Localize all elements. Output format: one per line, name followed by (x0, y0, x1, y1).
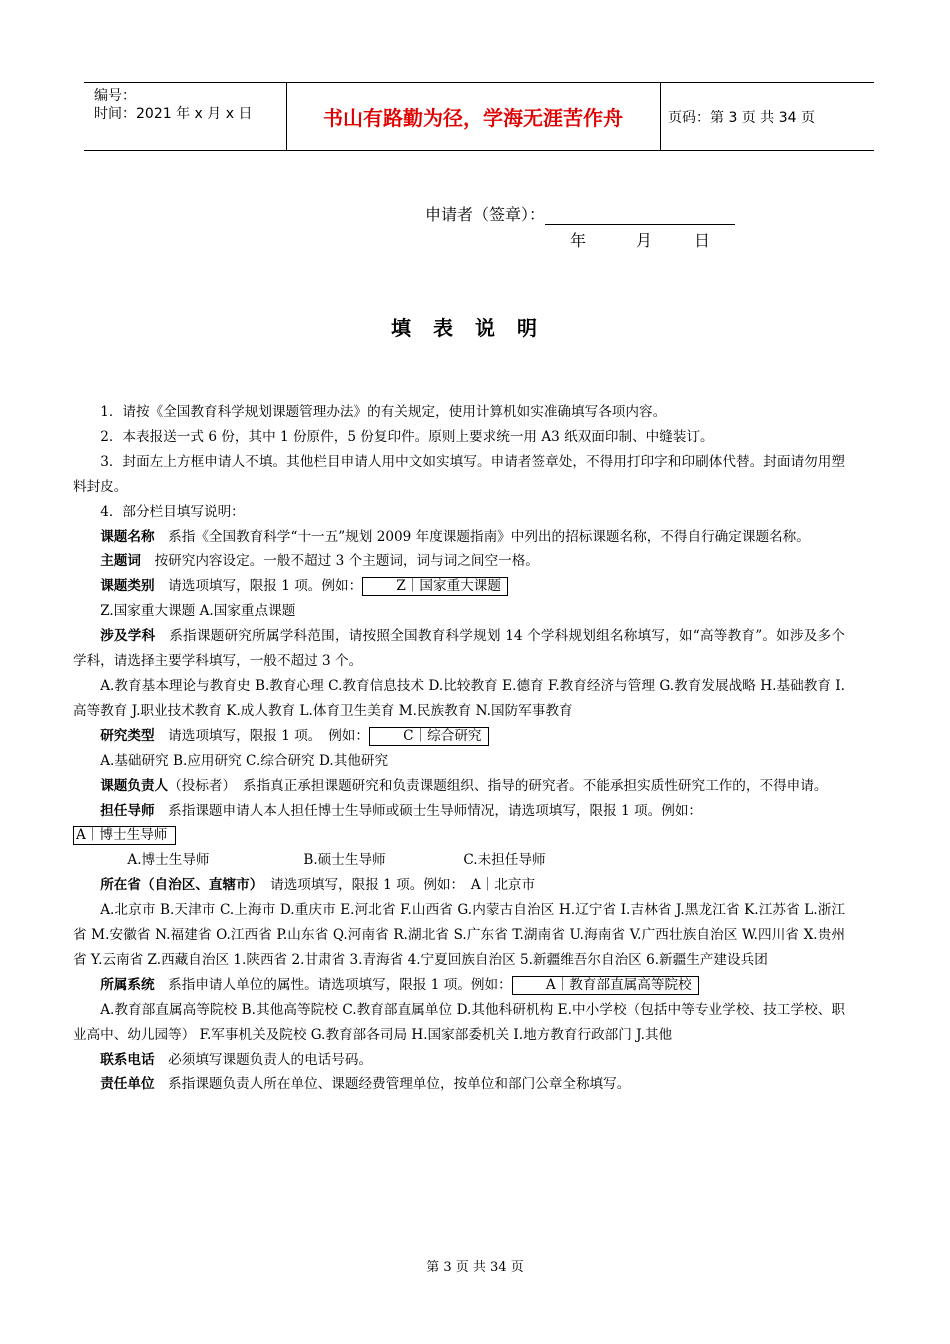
field-phone (73, 1048, 845, 1073)
options-province: A.北京市 B.天津市 C.上海市 D.重庆市 E.河北省 F.山西省 G.内蒙古自治区 H.辽宁省 I.吉林省 J.黑龙江省 K.江苏省 L.浙江省 M.安徽省 N.福建省 O.江西省 P.山东省 Q.河南省 R.湖北省 S.广东省 T.湖南省 U.海南省 V.广西壮族自治区 W.四川省 X.贵州省 Y.云南省 Z.西藏自治区 1.陕西省 2.甘肃省 3.青海省 4.宁夏回族自治区 5.新疆维吾尔自治区 6.新疆生产建设兵团 (73, 902, 845, 968)
field-category (73, 574, 845, 599)
field-title-name (73, 525, 845, 550)
options-category: Z.国家重大课题 A.国家重点课题 (100, 603, 296, 620)
example-box-research-type: C｜综合研究 (369, 727, 489, 746)
term-keywords: 主题词 (100, 553, 141, 570)
field-system (73, 973, 845, 998)
instruction-1: 1．请按《全国教育科学规划课题管理办法》的有关规定，使用计算机如实准确填写各项内容。 (100, 404, 667, 420)
supervisor-option-b: B.硕士生导师 (303, 852, 386, 869)
applicant-label: 申请者（签章）： (425, 205, 546, 224)
page-info: 页码：第 3 页 共 34 页 (668, 109, 815, 126)
number-label: 编号： (94, 88, 136, 104)
field-supervisor (73, 799, 845, 824)
field-unit (73, 1072, 845, 1097)
desc-province: 请选项填写，限报 1 项。例如： (270, 877, 458, 894)
term-research-type: 研究类型 (100, 727, 155, 744)
instruction-3: 3．封面左上方框申请人不填。其他栏目申请人用中文如实填写。申请者签章处，不得用打印字和印刷体代替。封面请勿用塑料封皮。 (73, 453, 845, 495)
example-box-system: A｜教育部直属高等院校 (512, 976, 699, 995)
example-label-research-type: 例如： (328, 727, 369, 744)
field-discipline (73, 624, 845, 674)
term-category: 课题类别 (100, 578, 155, 595)
field-research-type (73, 724, 845, 749)
desc-phone: 必须填写课题负责人的电话号码。 (168, 1051, 373, 1068)
desc-supervisor: 系指课题申请人本人担任博士生导师或硕士生导师情况，请选项填写，限报 1 项。例如： (168, 802, 703, 819)
example-box-supervisor: A｜博士生导师 (73, 826, 176, 845)
supervisor-option-c: C.未担任导师 (463, 852, 546, 869)
desc-leader: 系指真正承担课题研究和负责课题组织、指导的研究者。不能承担实质性研究工作的，不得申请。 (242, 777, 828, 794)
term-unit: 责任单位 (100, 1076, 155, 1093)
page-title: 填表说明 (391, 316, 559, 340)
year-label: 年 (570, 231, 587, 250)
page-header (84, 82, 874, 151)
options-supervisor (73, 848, 845, 873)
instructions-body (73, 400, 845, 1097)
example-box-category: Z｜国家重大课题 (362, 577, 508, 596)
month-label: 月 (636, 231, 653, 250)
options-discipline: A.教育基本理论与教育史 B.教育心理 C.教育信息技术 D.比较教育 E.德育 F.教育经济与管理 G.教育发展战略 H.基础教育 I.高等教育 J.职业技术教育 K.成人教育 L.体育卫生美育 M.民族教育 N.国防军事教育 (73, 677, 845, 719)
term-leader: 课题负责人 (100, 777, 169, 794)
example-province: A｜北京市 (470, 877, 536, 894)
motto: 书山有路勤为径，学海无涯苦作舟 (286, 83, 661, 150)
signature-line (545, 206, 735, 225)
desc-system: 系指申请人单位的属性。请选项填写，限报 1 项。例如： (168, 976, 512, 993)
options-system: A.教育部直属高等院校 B.其他高等院校 C.教育部直属单位 D.其他科研机构 E.中小学校（包括中等专业学校、技工学校、职业高中、幼儿园等） F.军事机关及院校 G.教育部各司局 H.国家部委机关 I.地方教育行政部门 J.其他 (73, 1001, 845, 1043)
page-footer: 第 3 页 共 34 页 (426, 1260, 524, 1275)
supervisor-option-a: A.博士生导师 (127, 852, 210, 869)
leader-paren: （投标者） (168, 777, 230, 794)
desc-discipline: 系指课题研究所属学科范围，请按照全国教育科学规划 14 个学科规划组名称填写，如“高等教育”。如涉及多个学科，请选择主要学科填写，一般不超过 3 个。 (73, 628, 846, 670)
term-phone: 联系电话 (100, 1051, 155, 1068)
header-meta (84, 83, 287, 150)
instruction-4: 4．部分栏目填写说明： (100, 503, 245, 520)
term-province: 所在省（自治区、直辖市） (100, 877, 257, 894)
field-keywords (73, 549, 845, 574)
term-supervisor: 担任导师 (100, 802, 155, 819)
desc-unit: 系指课题负责人所在单位、课题经费管理单位，按单位和部门公章全称填写。 (168, 1076, 631, 1093)
term-discipline: 涉及学科 (100, 628, 156, 645)
term-title-name: 课题名称 (100, 528, 155, 545)
supervisor-example-line (73, 823, 845, 848)
applicant-signature (425, 202, 735, 225)
time-label: 时间：2021 年 x 月 x 日 (94, 106, 253, 122)
field-province (73, 873, 845, 898)
desc-keywords: 按研究内容设定。一般不超过 3 个主题词，词与词之间空一格。 (154, 553, 539, 570)
desc-research-type: 请选项填写，限报 1 项。 (168, 727, 315, 744)
day-label: 日 (694, 231, 711, 250)
field-leader (73, 774, 845, 799)
desc-category: 请选项填写，限报 1 项。例如： (168, 578, 363, 595)
instruction-2: 2．本表报送一式 6 份，其中 1 份原件，5 份复印件。原则上要求统一用 A3 纸双面印制、中缝装订。 (100, 428, 714, 445)
options-research-type: A.基础研究 B.应用研究 C.综合研究 D.其他研究 (100, 752, 389, 769)
term-system: 所属系统 (100, 976, 155, 993)
desc-title-name: 系指《全国教育科学“十一五”规划 2009 年度课题指南》中列出的招标课题名称，不得自行确定课题名称。 (168, 528, 810, 545)
